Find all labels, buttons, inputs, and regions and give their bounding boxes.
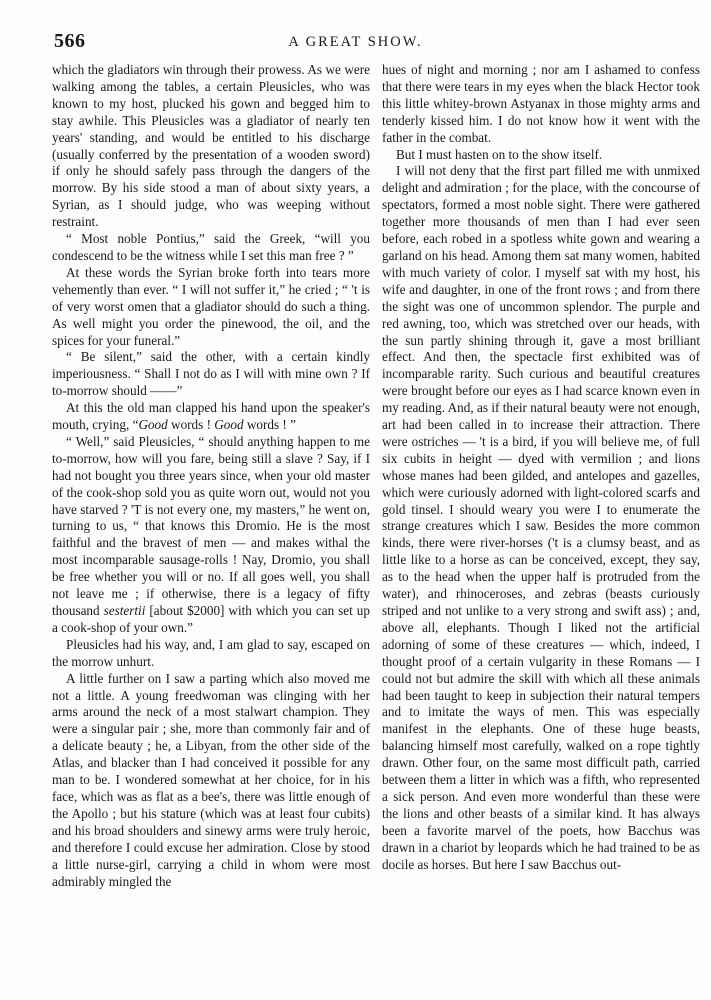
paragraph (52, 434, 370, 637)
paragraph: which the gladiators win through their prowess. As we were walking among the tables, a certain Pleusicles, who was known to my host, plucked his gown and begged him to stay awhile. This Pleusicles was a gladiator of nearly ten years' standing, and would be entitled to his discharge (usually conferred by the presentation of a wooden sword) if only he should safely pass through the dangers of the morrow. By his side stood a man of about sixty years, a Syrian, as I should judge, who was weeping without restraint. (52, 62, 370, 230)
text-run: words ! ” (243, 417, 296, 433)
right-column (382, 62, 700, 982)
paragraph: “ Be silent,” said the other, with a certain kindly imperiousness. “ Shall I not do as I will with mine own ? If to-morrow should ——” (52, 349, 370, 399)
italic-text: sestertii (103, 603, 146, 618)
text-run: At this the old man clapped his hand upon the speaker's mouth, crying, “ (52, 400, 370, 433)
text-run: [about $2000] with which you can set up a cook-shop of your own.” (52, 603, 370, 635)
paragraph: “ Most noble Pontius,” said the Greek, “will you condescend to be the witness while I set this man free ? ” (52, 231, 370, 263)
paragraph: Pleusicles had his way, and, I am glad to say, escaped on the morrow unhurt. (52, 636, 370, 669)
paragraph: I will not deny that the first part filled me with unmixed delight and admiration ; for the place, with the concourse of spectators, formed a most noble sight. There were gathered together more thousands of men than I had ever seen before, each robed in a spotless white gown and wearing a garland on his head. Among them sat many women, habited with much variety of color. I myself sat with my host, his wife and daughter, in one of the front rows ; and from there the sight was one of uncommon splendor. The purple and red awning, too, which was stretched over our heads, with the sun partly shining through it, gave a most brilliant effect. And then, the spectacle first exhibited was of incomparable rarity. Such curious and beautiful creatures were brought before our eyes as I had scarce known even in my reading. And, as if their natural beauty were not enough, art had been called in to increase their attraction. There were ostriches — 't is a bird, if you will believe me, of full six cubits in height — dyed with vermilion ; and lions whose manes had been gilded, and antelopes and gazelles, which were curiously adorned with light-colored scarfs and gold tinsel. I should weary you were I to enumerate the strange creatures which I saw. Besides the more common kinds, there were river-horses ('t is a clumsy beast, and as little like to a horse as can be conceived, except, they say, as to the head when the upper half is protruded from the water), and rhinoceroses, and zebras (beasts curiously striped and not unlike to a very strong and swift ass) ; and, above all, elephants. Though I liked not the artificial adorning of some of these creatures — which, indeed, I thought proof of a certain vulgarity in these Romans — I could not but admire the skill with which all these animals had been taught to keep in subjection their natural tempers and to imitate the ways of men. This was especially manifest in the elephants. One of these huge beasts, balancing himself most carefully, walked on a rope tightly drawn. Other four, on the same most difficult path, carried between them a litter in which was a fifth, who represented a sick person. And even more wonderful than these were the lions and other beasts of a similar kind. It has always been a favorite marvel of the poets, how Bacchus was drawn in a chariot by leopards which he had trained to be as docile as horses. But here I saw Bacchus out- (382, 163, 700, 872)
italic-text: Good (214, 417, 244, 433)
paragraph: At these words the Syrian broke forth into tears more vehemently than ever. “ I will not suffer it,” he cried ; “ 't is of very worst omen that a gladiator should do such a thing. As well might you order the pinewood, the oil, and the spices for your funeral.” (52, 264, 370, 348)
text-run: words ! (167, 417, 215, 433)
paragraph: A little further on I saw a parting which also moved me not a little. A young freedwoman was clinging with her arms around the neck of a most stalwart champion. They were a singular pair ; she, more than commonly fair and of a delicate beauty ; he, a Libyan, from the other side of the Atlas, and blacker than I had conceived it possible for any man to be. I wondered somewhat at her choice, for in his face, which was as flat as a bee's, there was little enough of the Apollo ; but his stature (which was at least four cubits) and his broad shoulders and sinewy arms were truly heroic, and therefore I could excuse her admiration. Close by stood a little nurse-girl, carrying a child in whom were most admirably mingled the (52, 670, 370, 889)
left-column (52, 62, 370, 982)
paragraph (52, 400, 370, 434)
page-number: 566 (54, 30, 86, 52)
paragraph: hues of night and morning ; nor am I ashamed to confess that there were tears in my eyes when the black Hector took this little whitey-brown Astyanax in those mighty arms and tenderly kissed him. I do not know how it went with the father in the combat. (382, 62, 700, 145)
paragraph: But I must hasten on to the show itself. (396, 146, 603, 162)
italic-text: Good (138, 417, 168, 433)
text-run: “ Well,” said Pleusicles, “ should anything happen to me to-morrow, how will you fare, being still a slave ? Say, if I had not bought you three years since, when your old master of the cook-shop sold you as quite worn out, would not you have starved ? 'T is not every one, my masters,” he went on, turning to us, “ that knows this Dromio. He is the most faithful and the bravest of men — and makes withal the most incomparable sausage-rolls ! Nay, Dromio, you shall be free whether you will or no. If all goes well, you shall not leave me ; if otherwise, there is a legacy of fifty thousand (52, 433, 370, 618)
running-head: A GREAT SHOW. (288, 34, 423, 50)
